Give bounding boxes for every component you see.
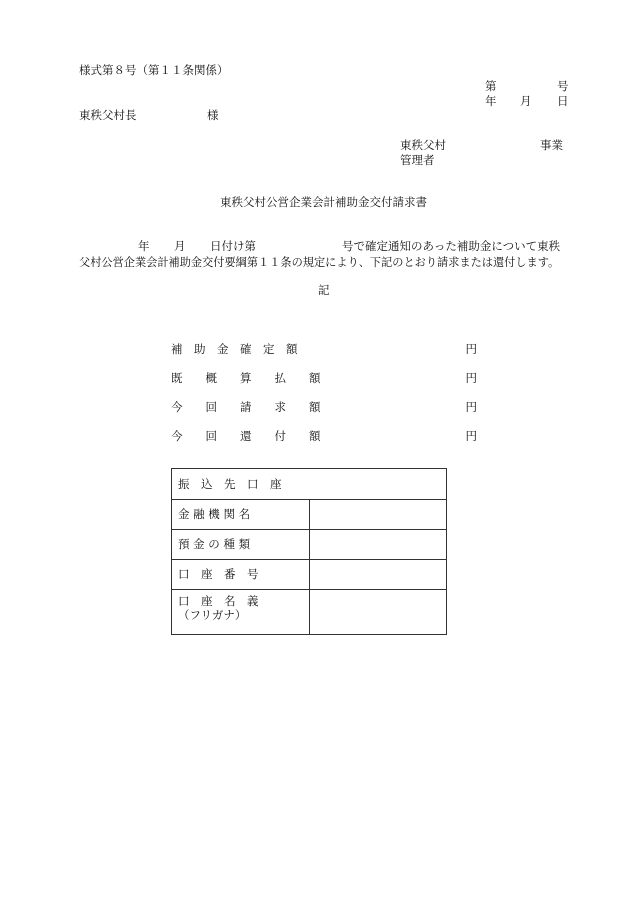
body-line1-rest: 号で確定通知のあった補助金について東秩 (342, 239, 561, 253)
account-holder-field[interactable] (309, 590, 447, 635)
bank-header: 振 込 先 口 座 (172, 469, 447, 500)
amount-label: 今 回 還 付 額 (171, 429, 321, 443)
amount-row (171, 428, 477, 444)
number-prefix: 第 (485, 79, 497, 93)
amount-row (171, 370, 477, 386)
yen-unit: 円 (465, 371, 477, 385)
amount-row (171, 399, 477, 415)
account-holder-cell (172, 590, 310, 635)
form-number: 様式第８号（第１１条関係） (79, 63, 229, 77)
ki-marker: 記 (318, 283, 330, 297)
account-holder-label: 口 座 名 義 (178, 594, 259, 608)
body-date-suffix: 日付け第 (210, 239, 256, 253)
sender-business: 事業 (540, 138, 563, 152)
account-type-label: 預 金 の 種 類 (172, 530, 310, 560)
amount-label: 今 回 請 求 額 (171, 400, 321, 414)
amount-row (171, 341, 477, 357)
yen-unit: 円 (465, 429, 477, 443)
bank-name-label: 金 融 機 関 名 (172, 500, 310, 530)
body-month: 月 (174, 239, 186, 253)
date-year: 年 (485, 94, 497, 108)
account-number-label: 口 座 番 号 (172, 560, 310, 590)
addressee-honorific: 様 (207, 108, 219, 122)
account-type-field[interactable] (309, 530, 447, 560)
number-suffix: 号 (557, 79, 569, 93)
document-title: 東秩父村公営企業会計補助金交付請求書 (220, 195, 427, 209)
sender-org: 東秩父村 (400, 138, 446, 152)
date-day: 日 (557, 94, 569, 108)
yen-unit: 円 (465, 400, 477, 414)
amount-label: 既 概 算 払 額 (171, 371, 321, 385)
yen-unit: 円 (465, 342, 477, 356)
bank-name-field[interactable] (309, 500, 447, 530)
amount-label: 補 助 金 確 定 額 (171, 342, 298, 356)
account-holder-furigana-label: （フリガナ） (178, 608, 247, 623)
addressee-name: 東秩父村長 (79, 108, 137, 122)
body-line2: 父村公営企業会計補助金交付要綱第１１条の規定により、下記のとおり請求または還付します。 (79, 256, 560, 269)
bank-account-table (171, 468, 447, 635)
date-month: 月 (520, 94, 532, 108)
body-year: 年 (138, 239, 150, 253)
account-number-field[interactable] (309, 560, 447, 590)
sender-manager: 管理者 (400, 153, 435, 167)
